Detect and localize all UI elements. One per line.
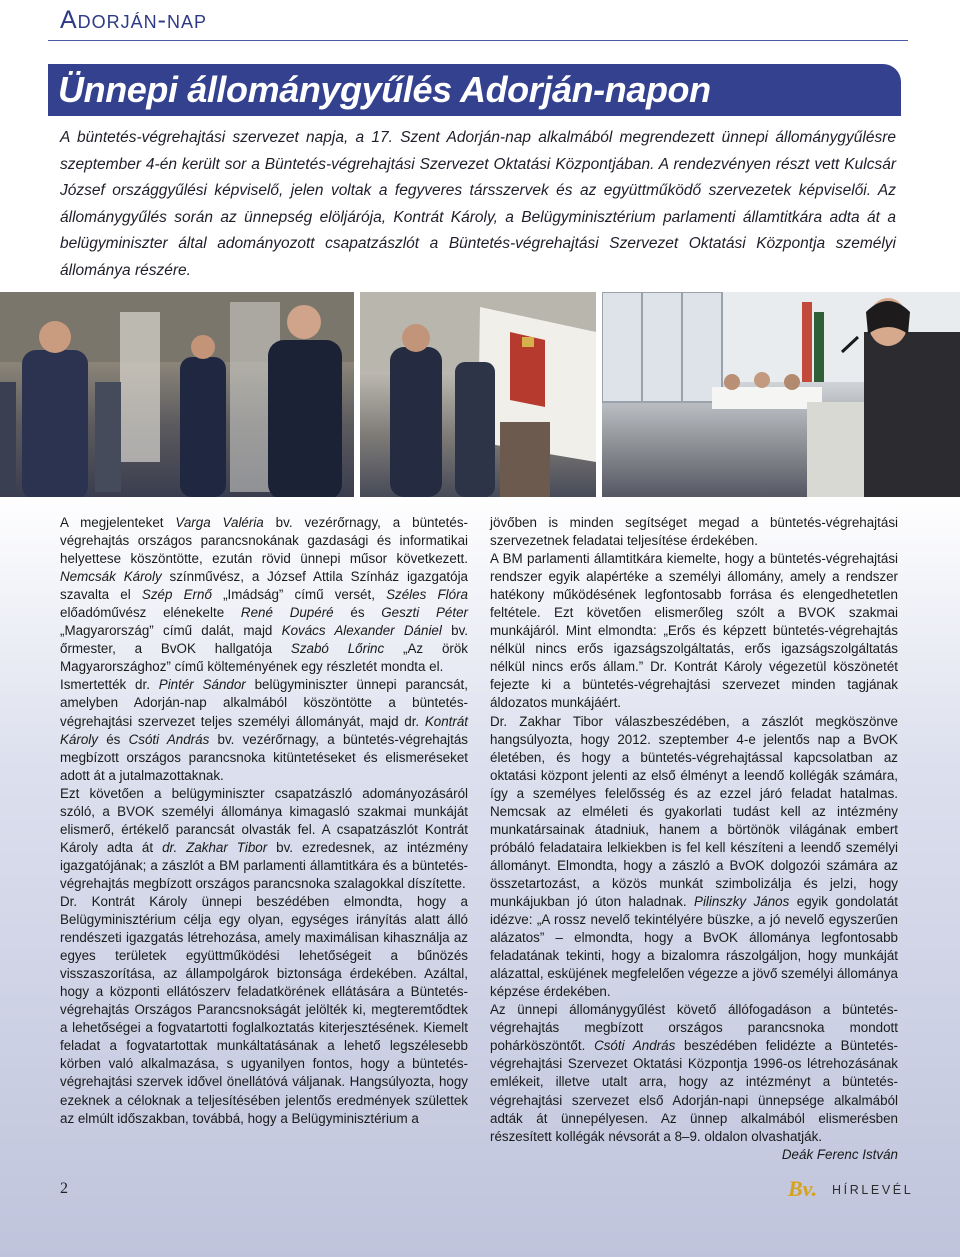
article-paragraph [60, 785, 468, 893]
paragraph-text: „Imádság” című versét, [211, 587, 387, 603]
paragraph-text: jövőben is minden segítséget megad a büntetés-végrehajtási szervezetnek feladatai teljesítése érdekében. [490, 515, 898, 549]
paragraph-text: Ezt követően a belügyminiszter csapatzászló adományozásáról szóló, a BVOK személyi állománya kimagasló szakmai munkáját elismerő, értékelő parancsát olvasták fel. A csapatzászlót Kontrát Károly adta át [60, 785, 468, 855]
italic-name: Széles Flóra [386, 587, 468, 603]
paragraph-text: színművész, a József Attila Színház igazgatója szavalta el [60, 569, 468, 603]
italic-name: Kovács Alexander Dániel [281, 623, 442, 639]
paragraph-text: egyik gondolatát idézve: „A rossz nevelő tekintélyére büszke, a jó nevelő egyszerűen alázatos” – elmondta, hogy a BvOK állománya legfontosabb feladatának tekinti, hogy a bizalomra rászolgáljon, hogy munkáját alázattal, esküjének megfelelően végezze a jövő személyi állománya képzése érdekében. [490, 893, 899, 1000]
italic-name: Nemcsák Károly [60, 569, 162, 585]
italic-name: Pintér Sándor [158, 677, 246, 693]
bv-hirlevel-logo [788, 1176, 914, 1202]
paragraph-text: „Magyarország” című dalát, majd [60, 623, 282, 639]
article-column-right [490, 514, 898, 1164]
paragraph-text: és [333, 605, 382, 621]
article-title: Ünnepi állománygyűlés Adorján-napon [58, 69, 711, 110]
article-paragraph [490, 550, 898, 712]
paragraph-text: Az ünnepi állománygyűlést követő állófogadáson a büntetés-végrehajtás megbízott országos parancsnoka mondott pohárköszöntőt. [490, 1002, 898, 1054]
section-label: Adorján-nap [60, 6, 208, 34]
paragraph-text: bv. ezredesnek, az intézmény igazgatójának; a zászlót a BM parlamenti államtitkára és a büntetés-végrehajtás megbízott országos parancsnoka szalagokkal díszítette. [60, 839, 468, 891]
article-paragraph [490, 514, 898, 550]
paragraph-text: beszédében felidézte a Büntetés-végrehajtási Szervezet Oktatási Központja 1996-os létrehozásának emlékeit, illetve utalt arra, hogy az intézményt a büntetés-végrehajtási szervezet első Adorján-napi ünnepsége alkalmából adták át ünnepélyesen. Az ünnep alkalmából elismerésben részesített kollégák névsorát a 8–9. oldalon olvashatják. [490, 1038, 898, 1144]
logo-text: HÍRLEVÉL [832, 1183, 914, 1197]
paragraph-text: bv. vezérőrnagy, a büntetés-végrehajtás megbízott országos parancsnoka kitüntetéseket és elismeréseket adott át a jutalmazottaknak. [60, 731, 469, 783]
paragraph-text: Dr. Zakhar Tibor válaszbeszédében, a zászlót megköszönve hangsúlyozta, hogy 2012. szeptember 4-e jelentős nap a BvOK életében, és hogy a büntetés-végrehajtással kapcsolatban az oktatási központ jelenti az első élményt a leendő kollégák számára, így a személyes felelősség és az ezzel járó feladat hatalmas. Nemcsak az elméleti és gyakorlati tudást kell az intézmény munkatársainak átadniuk, hanem a börtönök világának embert próbáló feladataira lelkiekben is fel kell készíteni a leendő személyi állományt. Elmondta, hogy a zászló a BvOK dolgozói számára az összetartozást, a közös munkát szimbolizálja és jelzi, hogy munkájukban jó úton haladnak. [490, 713, 898, 909]
article-paragraph [60, 514, 468, 676]
page-number: 2 [60, 1180, 68, 1197]
photo-ceremony-officers [0, 292, 354, 497]
logo-mark: Bv. [788, 1176, 818, 1201]
italic-name: Kontrát Károly [60, 713, 468, 747]
italic-name: Csóti András [594, 1038, 676, 1054]
paragraph-text: előadóművész elénekelte [60, 605, 241, 621]
article-paragraph [490, 1001, 898, 1145]
header-rule [48, 40, 908, 41]
italic-name: Varga Valéria [175, 515, 264, 530]
article-paragraph [60, 893, 468, 1128]
photo-speaker-at-podium [602, 292, 960, 497]
italic-name: Szép Ernő [141, 587, 212, 603]
italic-name: René Dupéré [240, 605, 334, 621]
paragraph-text: A BM parlamenti államtitkára kiemelte, hogy a büntetés-végrehajtási rendszer egyik alapértéke a személyi állomány, amely a rendszer hatékony működésének legfontosabb forrása és elengedhetetlen feltétele. Ezt követően elismerőleg szólt a BVOK szakmai munkájáról. Mint elmondta: „Erős és képzett büntetés-végrehajtás nélkül nincs erős igazságszolgáltatás, erős igazságszolgáltatás nélkül nincs erős állam.” Dr. Kontrát Károly végezetül köszönetét fejezte ki a büntetés-végrehajtási szervezet minden tagjának áldozatos munkájáért. [490, 551, 898, 711]
paragraph-text: belügyminiszter ünnepi parancsát, amelyben Adorján-nap alkalmából köszöntötte a büntetés-végrehajtási szervezet teljes személyi állományát, majd dr. [60, 677, 468, 729]
italic-name: dr. Zakhar Tibor [162, 839, 268, 855]
paragraph-text: bv. vezérőrnagy, a büntetés-végrehajtás országos parancsnokának gazdasági és informatikai helyettese köszöntötte, ezután rövid ünnepi műsor következett. [60, 515, 468, 567]
italic-name: Szabó Lőrinc [290, 641, 385, 657]
photo-flag-ceremony [360, 292, 596, 497]
paragraph-text: bv. őrmester, a BvOK hallgatója [60, 623, 468, 657]
italic-name: Csóti András [128, 731, 210, 747]
italic-name: Pilinszky János [694, 893, 790, 909]
paragraph-text: Ismertették dr. [60, 677, 159, 693]
author-signature: Deák Ferenc István [781, 1146, 898, 1162]
lead-paragraph: A büntetés-végrehajtási szervezet napja, a 17. Szent Adorján-nap alkalmából megrendezett ünnepi állománygyűlésre szeptember 4-én került sor a Büntetés-végrehajtási Szervezet Oktatási Központjában. A rendezvényen részt vett Kulcsár József országgyűlési képviselő, jelen voltak a fegyveres társszervek és az együttműködő szervezetek képviselői. Az állománygyűlés során az ünnepség elöljárója, Kontrát Károly, a Belügyminisztérium parlamenti államtitkára adta át a belügyminiszter által adományozott csapatzászlót a Büntetés-végrehajtási Szervezet Oktatási Központja személyi állománya részére. [60, 129, 896, 279]
paragraph-text: Dr. Kontrát Károly ünnepi beszédében elmondta, hogy a Belügyminisztérium célja egy olyan, egységes irányítás alatt álló rendészeti igazgatás létrehozása, amely maximálisan kihasználja az egyes területek együttműködési lehetőségeit a bűnözés visszaszorítása, az állampolgárok biztonsága érdekében. Azáltal, hogy a központi ellátószerv feladatkörének ellátására a Büntetés-végrehajtás Országos Parancsnokságát jelölték ki, megteremtődtek a lehetőségei a fogvatartotti foglalkoztatás kiterjesztésének. Kiemelt feladat a fogvatartottak munkáltatásának a lehető legszélesebb körben való alkalmazása, s ugyanilyen fontos, hogy a büntetés-végrehajtási szervek idővel önellátóvá váljanak. Hangsúlyozta, hogy ezeknek a céloknak a teljesítésében jelentős eredmények születtek az elmúlt időszakban, továbbá, hogy a Belügyminisztérium a [60, 893, 468, 1126]
article-column-left [60, 514, 468, 1128]
italic-name: Geszti Péter [381, 605, 468, 621]
article-paragraph [490, 713, 898, 1002]
paragraph-text: A megjelenteket [60, 515, 176, 530]
article-paragraph [60, 676, 468, 784]
paragraph-text: és [97, 731, 129, 747]
paragraph-text: „Az örök Magyarországhoz” című költeményének egy részletét mondta el. [60, 641, 468, 675]
